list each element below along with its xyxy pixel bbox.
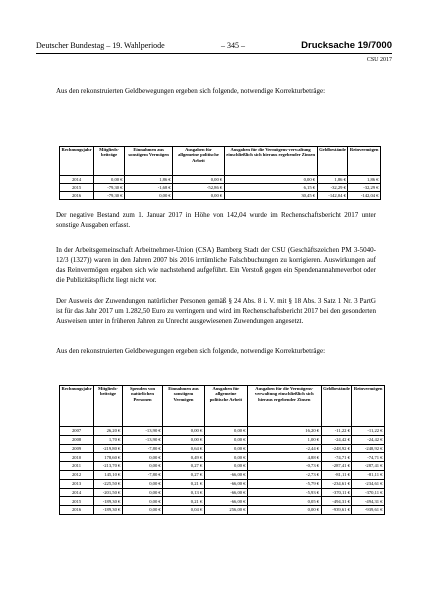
value-cell: 178,60 € [94, 453, 123, 462]
value-cell: 0,00 € [122, 506, 162, 515]
year-cell: 2012 [60, 470, 94, 479]
value-cell: 6,15 € [224, 184, 317, 192]
header-page-number: – 345 – [220, 41, 245, 50]
value-cell: 0,00 € [173, 192, 225, 200]
value-cell: 0,00 € [204, 427, 247, 436]
value-cell: 0,00 € [173, 176, 225, 184]
value-cell: -74,71 € [321, 453, 352, 462]
year-cell: 2014 [60, 488, 94, 497]
column-header: Rechnungsjahr [60, 386, 94, 427]
table-row [60, 462, 385, 471]
value-cell: -66,00 € [204, 470, 247, 479]
value-cell: 0,21 € [163, 497, 205, 506]
value-cell: 0,00 € [125, 192, 173, 200]
value-cell: -7,80 € [122, 444, 162, 453]
value-cell: -2,44 € [248, 444, 322, 453]
value-cell: 0,00 € [224, 176, 317, 184]
value-cell: 1,70 € [94, 435, 123, 444]
table-row [60, 192, 381, 200]
value-cell: -939,61 € [352, 506, 385, 515]
value-cell: -142,04 € [317, 192, 348, 200]
value-cell: 0,00 € [163, 435, 205, 444]
value-cell: 0,49 € [163, 453, 205, 462]
value-cell: -24,42 € [352, 435, 385, 444]
column-header: Reinvermögen [348, 147, 381, 176]
column-header: Ausgaben für die Vermögens-verwaltung einschließlich sich hieraus ergebender Zinsen [224, 147, 317, 176]
value-cell: -13,90 € [122, 435, 162, 444]
column-header: Reinvermögen [352, 386, 385, 427]
value-cell: -1,68 € [125, 184, 173, 192]
value-cell: -219,80 € [94, 444, 123, 453]
value-cell: 0,27 € [163, 470, 205, 479]
value-cell: -370,11 € [352, 488, 385, 497]
value-cell: 0,05 € [248, 497, 322, 506]
column-header: Mitglieds-beiträge [94, 386, 123, 427]
value-cell: 0,00 € [122, 497, 162, 506]
value-cell: -287,41 € [321, 462, 352, 471]
value-cell: -11,22 € [352, 427, 385, 436]
value-cell: 0,13 € [163, 488, 205, 497]
header-drucksache: Drucksache 19/7000 [301, 40, 392, 51]
value-cell: 0,00 € [122, 488, 162, 497]
value-cell: 0,27 € [163, 462, 205, 471]
value-cell: 0,64 € [163, 444, 205, 453]
column-header: Ausgaben für allgemeine politische Arbeit [204, 386, 247, 427]
column-header: Ausgaben für die Vermögens-verwaltung einschließlich sich hieraus ergebender Zinsen [248, 386, 322, 427]
column-header: Spenden von natürlichen Personen [122, 386, 162, 427]
value-cell: 0,00 € [163, 427, 205, 436]
table-row [60, 506, 385, 515]
value-cell: -66,00 € [204, 479, 247, 488]
value-cell: -494,31 € [352, 497, 385, 506]
paragraph-intro-2: Aus den rekonstruierten Geldbewegungen ergeben sich folgende, notwendige Korrekturbeträge: [56, 347, 326, 355]
value-cell: 0,00 € [204, 453, 247, 462]
value-cell: 145,10 € [94, 470, 123, 479]
column-header: Mitglieds-beiträge [94, 147, 125, 176]
value-cell: -5,79 € [248, 479, 322, 488]
value-cell: -248,92 € [321, 444, 352, 453]
value-cell: -0,73 € [248, 462, 322, 471]
column-header: Rechnungsjahr [60, 147, 94, 176]
value-cell: 1,86 € [125, 176, 173, 184]
value-cell: 0,21 € [163, 479, 205, 488]
value-cell: -225,50 € [94, 479, 123, 488]
paragraph-zuwendungen: Der Ausweis der Zuwendungen natürlicher Personen gemäß § 24 Abs. 8 i. V. mit § 18 Abs. 3 Satz 1 Nr. 3 PartG ist für das Jahr 2017 um 1.282,50 Euro zu verringern und wird im Rechenschaftsbericht 2017 bei den gesonderten Ausweisen unter in früheren Jahren zu Unrecht ausgewiesenen Zuwendungen angesetzt. [56, 297, 376, 325]
year-cell: 2010 [60, 453, 94, 462]
value-cell: 0,00 € [204, 462, 247, 471]
value-cell: -32,29 € [348, 184, 381, 192]
table-row [60, 470, 385, 479]
value-cell: -24,42 € [321, 435, 352, 444]
paragraph-intro-1: Aus den rekonstruierten Geldbewegungen ergeben sich folgende, notwendige Korrekturbeträge: [56, 87, 326, 95]
value-cell: 0,00 € [122, 479, 162, 488]
column-header: Einnahmen aus sonstigem Vermögen [125, 147, 173, 176]
value-cell: -234,61 € [321, 479, 352, 488]
correction-table-1 [59, 146, 381, 200]
value-cell: -213,70 € [94, 462, 123, 471]
value-cell: -939,61 € [321, 506, 352, 515]
table-row [60, 427, 385, 436]
value-cell: -74,71 € [352, 453, 385, 462]
table-row [60, 435, 385, 444]
table-row [60, 453, 385, 462]
table-row [60, 444, 385, 453]
value-cell: -287,41 € [352, 462, 385, 471]
value-cell: 1,86 € [348, 176, 381, 184]
page-header [36, 40, 392, 54]
year-cell: 2007 [60, 427, 94, 436]
value-cell: -234,61 € [352, 479, 385, 488]
value-cell: 256,00 € [204, 506, 247, 515]
year-cell: 2015 [60, 497, 94, 506]
year-cell: 2014 [60, 176, 94, 184]
column-header: Geldbestände [317, 147, 348, 176]
value-cell: 4,88 € [248, 453, 322, 462]
paragraph-negative-balance: Der negative Bestand zum 1. Januar 2017 in Höhe von 142,04 wurde im Rechenschaftsbericht 2017 unter sonstige Ausgaben erfasst. [56, 211, 376, 229]
value-cell: -189,30 € [94, 506, 123, 515]
value-cell: -11,22 € [321, 427, 352, 436]
value-cell: 0,00 € [122, 453, 162, 462]
value-cell: 0,00 € [204, 444, 247, 453]
value-cell: 30,45 € [224, 192, 317, 200]
year-cell: 2008 [60, 435, 94, 444]
value-cell: -142,04 € [348, 192, 381, 200]
value-cell: 0,00 € [122, 462, 162, 471]
year-cell: 2016 [60, 506, 94, 515]
year-cell: 2013 [60, 479, 94, 488]
value-cell: -2,73 € [248, 470, 322, 479]
section-label: CSU 2017 [366, 57, 392, 63]
value-cell: -7,80 € [122, 470, 162, 479]
value-cell: -201,50 € [94, 488, 123, 497]
value-cell: -52,86 € [173, 184, 225, 192]
value-cell: -248,92 € [352, 444, 385, 453]
value-cell: 0,00 € [94, 176, 125, 184]
header-left: Deutscher Bundestag – 19. Wahlperiode [36, 41, 165, 50]
value-cell: 1,00 € [248, 435, 322, 444]
value-cell: -66,00 € [204, 497, 247, 506]
value-cell: -79,30 € [94, 184, 125, 192]
value-cell: -370,11 € [321, 488, 352, 497]
correction-table-2 [59, 385, 385, 515]
value-cell: -32,29 € [317, 184, 348, 192]
table-row [60, 479, 385, 488]
value-cell: 0,04 € [163, 506, 205, 515]
table-row [60, 497, 385, 506]
value-cell: 0,00 € [204, 435, 247, 444]
column-header: Geldbestände [321, 386, 352, 427]
column-header: Einnahmen aus sonstigem Vermögen [163, 386, 205, 427]
table-row [60, 176, 381, 184]
value-cell: -189,30 € [94, 497, 123, 506]
value-cell: -5,93 € [248, 488, 322, 497]
paragraph-csa-bamberg: In der Arbeitsgemeinschaft Arbeitnehmer-Union (CSA) Bamberg Stadt der CSU (Geschäftszeichen PM 3-5040-12/3 (1327)) waren in den Jahren 2007 bis 2016 irrtümliche Falschbuchungen zu korrigieren. Auswirkungen auf das Reinvermögen ergaben sich wie nachstehend aufgeführt. Ein Verstoß gegen ein Spendenannahmeverbot oder die Publizitätspflicht liegt nicht vor. [56, 246, 376, 284]
value-cell: 0,00 € [248, 506, 322, 515]
value-cell: 26,20 € [94, 427, 123, 436]
value-cell: 1,86 € [317, 176, 348, 184]
value-cell: 16,20 € [248, 427, 322, 436]
value-cell: -494,31 € [321, 497, 352, 506]
year-cell: 2009 [60, 444, 94, 453]
value-cell: -79,30 € [94, 192, 125, 200]
value-cell: -13,90 € [122, 427, 162, 436]
year-cell: 2011 [60, 462, 94, 471]
value-cell: -81,11 € [352, 470, 385, 479]
table-row [60, 488, 385, 497]
value-cell: -81,11 € [321, 470, 352, 479]
year-cell: 2016 [60, 192, 94, 200]
column-header: Ausgaben für allgemeine politische Arbeit [173, 147, 225, 176]
value-cell: -66,00 € [204, 488, 247, 497]
table-row [60, 184, 381, 192]
year-cell: 2015 [60, 184, 94, 192]
